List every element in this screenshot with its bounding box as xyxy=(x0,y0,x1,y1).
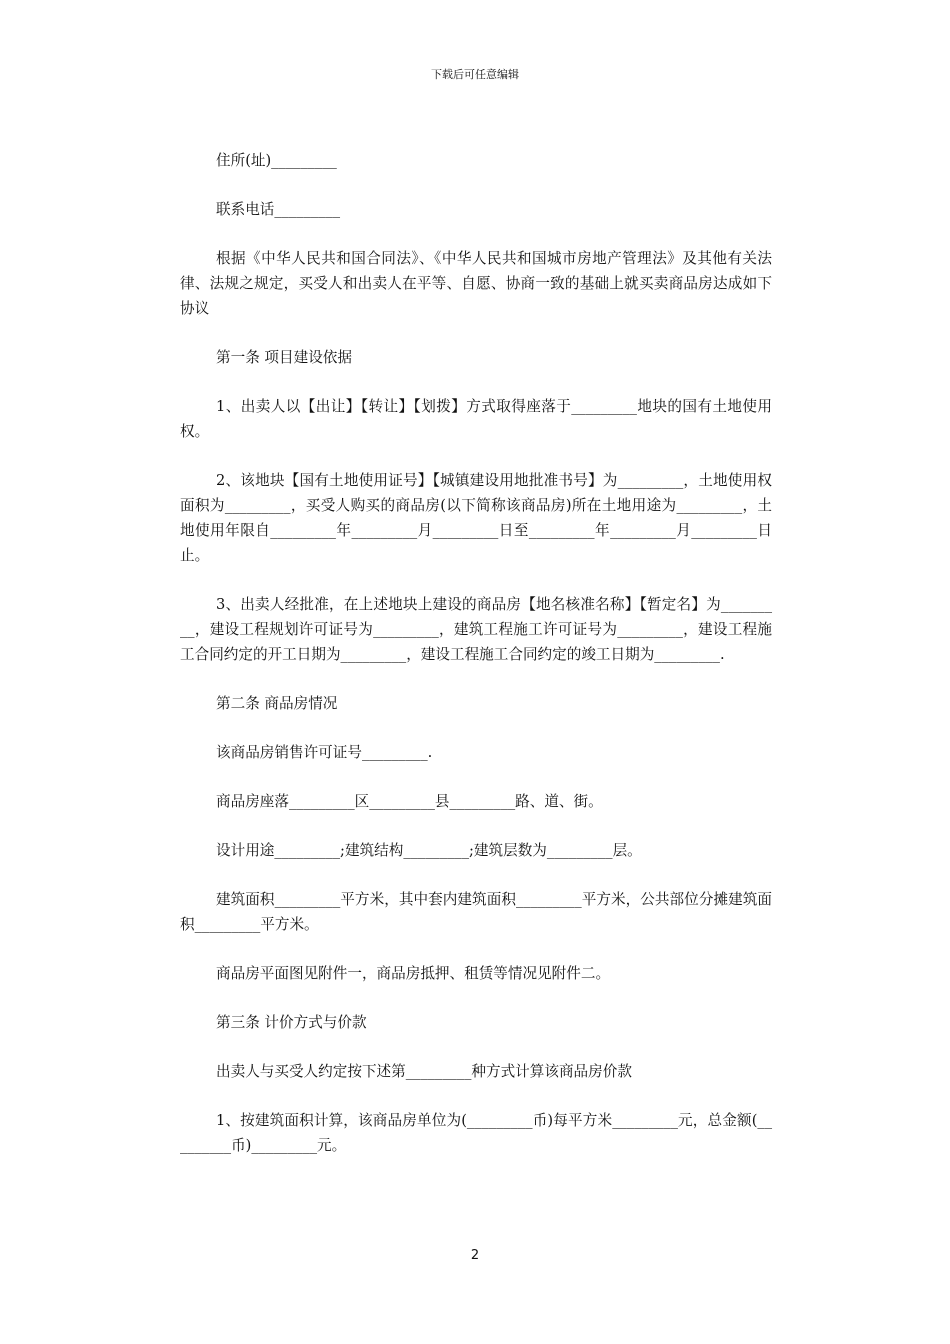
document-body xyxy=(180,148,772,1182)
article-1-heading: 第一条 项目建设依据 xyxy=(216,349,352,366)
article-1-clause-1: 1、出卖人以【出让】【转让】【划拨】方式取得座落于_________地块的国有土地使用权。 xyxy=(180,398,772,440)
preamble-paragraph: 根据《中华人民共和国合同法》、《中华人民共和国城市房地产管理法》及其他有关法律、法规之规定，买受人和出卖人在平等、自愿、协商一致的基础上就买卖商品房达成如下协议 xyxy=(180,250,772,317)
article-3-heading: 第三条 计价方式与价款 xyxy=(216,1014,367,1031)
building-area-paragraph: 建筑面积_________平方米，其中套内建筑面积_________平方米，公共部位分摊建筑面积_________平方米。 xyxy=(180,891,772,933)
article-1-clause-2: 2、该地块【国有土地使用证号】【城镇建设用地批准书号】为_________，土地使用权面积为_________，买受人购买的商品房(以下简称该商品房)所在土地用途为_________，土地使用年限自_________年_________月_________日至_________年_________月_________日止。 xyxy=(180,472,772,564)
pricing-clause-1: 1、按建筑面积计算，该商品房单位为(_________币)每平方米_________元，总金额(_________币)_________元。 xyxy=(180,1112,772,1154)
article-2-heading: 第二条 商品房情况 xyxy=(216,695,338,712)
appendix-reference-line: 商品房平面图见附件一，商品房抵押、租赁等情况见附件二。 xyxy=(216,965,611,982)
design-use-line: 设计用途_________;建筑结构_________;建筑层数为_________层。 xyxy=(216,842,642,859)
article-1-clause-3: 3、出卖人经批准，在上述地块上建设的商品房【地名核准名称】【暂定名】为_________，建设工程规划许可证号为_________，建筑工程施工许可证号为_________，建设工程施工合同约定的开工日期为_________，建设工程施工合同约定的竣工日期为_________. xyxy=(180,596,772,663)
page-header: 下载后可任意编辑 xyxy=(431,68,519,81)
pricing-method-line: 出卖人与买受人约定按下述第_________种方式计算该商品房价款 xyxy=(216,1063,632,1080)
sales-permit-line: 该商品房销售许可证号_________. xyxy=(216,744,433,761)
page-number: 2 xyxy=(470,1248,480,1263)
address-line: 住所(址)_________ xyxy=(216,152,337,169)
phone-line: 联系电话_________ xyxy=(216,201,341,218)
location-line: 商品房座落_________区_________县_________路、道、街。 xyxy=(216,793,603,810)
